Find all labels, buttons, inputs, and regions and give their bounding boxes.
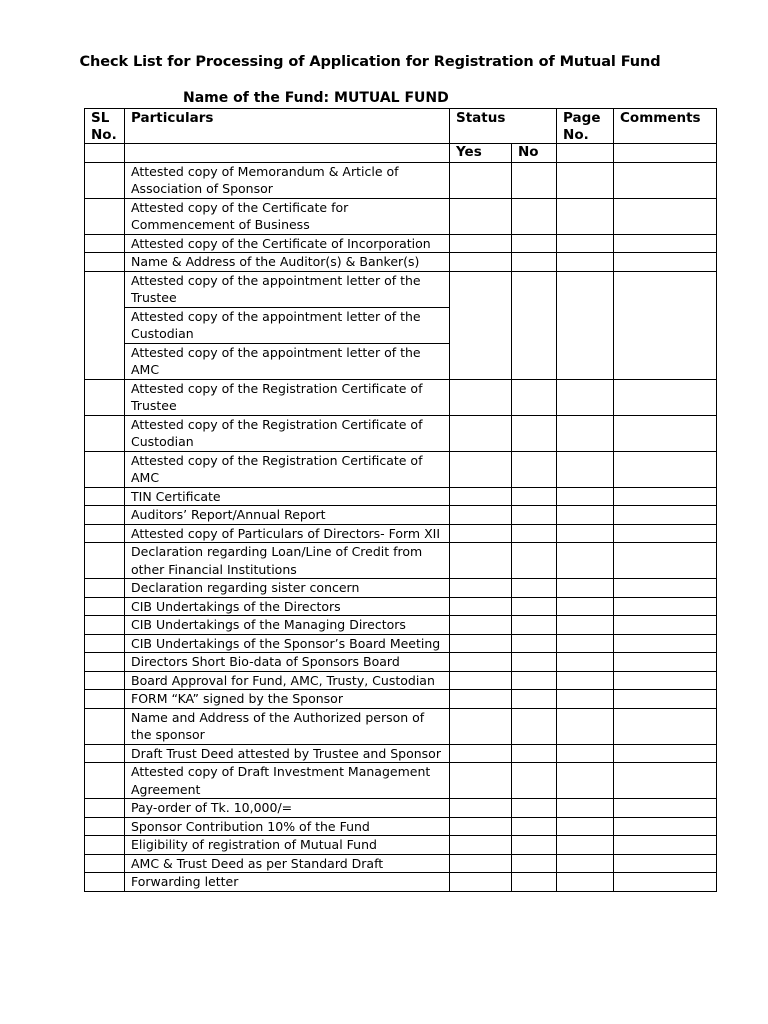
sl-no-cell <box>85 234 125 253</box>
comments-cell <box>614 708 717 744</box>
yes-cell <box>450 487 512 506</box>
no-cell <box>512 451 557 487</box>
comments-cell <box>614 597 717 616</box>
table-row <box>85 653 717 672</box>
particulars-cell: FORM “KA” signed by the Sponsor <box>125 690 450 709</box>
comments-cell <box>614 451 717 487</box>
particulars-cell: CIB Undertakings of the Managing Directors <box>125 616 450 635</box>
table-row <box>85 543 717 579</box>
yes-cell <box>450 836 512 855</box>
comments-cell <box>614 379 717 415</box>
no-cell <box>512 799 557 818</box>
no-cell <box>512 253 557 272</box>
particulars-cell: Board Approval for Fund, AMC, Trusty, Custodian <box>125 671 450 690</box>
subheader-blank <box>85 144 125 163</box>
comments-cell <box>614 671 717 690</box>
table-row <box>85 708 717 744</box>
no-cell <box>512 162 557 198</box>
table-row <box>85 597 717 616</box>
sl-no-cell <box>85 253 125 272</box>
page-no-cell <box>557 597 614 616</box>
particulars-cell: Attested copy of the appointment letter of the AMC <box>125 343 450 379</box>
page-no-cell <box>557 579 614 598</box>
comments-cell <box>614 234 717 253</box>
no-cell <box>512 597 557 616</box>
particulars-cell: Name and Address of the Authorized person of the sponsor <box>125 708 450 744</box>
particulars-cell: Attested copy of the Registration Certificate of AMC <box>125 451 450 487</box>
table-row <box>85 253 717 272</box>
sl-no-cell <box>85 708 125 744</box>
comments-cell <box>614 744 717 763</box>
comments-cell <box>614 616 717 635</box>
comments-cell <box>614 854 717 873</box>
page-no-cell <box>557 253 614 272</box>
comments-cell <box>614 634 717 653</box>
no-cell <box>512 690 557 709</box>
page-no-cell <box>557 671 614 690</box>
sl-no-cell <box>85 198 125 234</box>
table-row <box>85 690 717 709</box>
particulars-cell: Attested copy of the appointment letter of the Trustee <box>125 271 450 307</box>
comments-cell <box>614 653 717 672</box>
particulars-cell: Name & Address of the Auditor(s) & Banker(s) <box>125 253 450 272</box>
header-comments: Comments <box>614 109 717 144</box>
particulars-cell: Directors Short Bio-data of Sponsors Board <box>125 653 450 672</box>
particulars-cell: Attested copy of the Certificate of Incorporation <box>125 234 450 253</box>
table-row <box>85 854 717 873</box>
comments-cell <box>614 817 717 836</box>
page-no-cell <box>557 234 614 253</box>
particulars-cell: Attested copy of the appointment letter of the Custodian <box>125 307 450 343</box>
comments-cell <box>614 799 717 818</box>
header-sl-no: SL No. <box>85 109 125 144</box>
particulars-cell: TIN Certificate <box>125 487 450 506</box>
page-no-cell <box>557 763 614 799</box>
yes-cell <box>450 253 512 272</box>
checklist-table <box>84 108 717 892</box>
table-row <box>85 817 717 836</box>
yes-cell <box>450 653 512 672</box>
no-cell <box>512 487 557 506</box>
sl-no-cell <box>85 836 125 855</box>
particulars-cell: Attested copy of the Registration Certificate of Custodian <box>125 415 450 451</box>
page-no-cell <box>557 506 614 525</box>
no-cell <box>512 379 557 415</box>
particulars-cell: CIB Undertakings of the Sponsor’s Board Meeting <box>125 634 450 653</box>
particulars-cell: Attested copy of Memorandum & Article of Association of Sponsor <box>125 162 450 198</box>
yes-cell <box>450 162 512 198</box>
header-particulars: Particulars <box>125 109 450 144</box>
particulars-cell: Attested copy of the Certificate for Commencement of Business <box>125 198 450 234</box>
yes-cell <box>450 415 512 451</box>
particulars-cell: Draft Trust Deed attested by Trustee and Sponsor <box>125 744 450 763</box>
page-no-cell <box>557 271 614 379</box>
page-no-cell <box>557 198 614 234</box>
page-no-cell <box>557 487 614 506</box>
header-yes: Yes <box>450 144 512 163</box>
page-no-cell <box>557 708 614 744</box>
yes-cell <box>450 597 512 616</box>
table-row <box>85 873 717 892</box>
particulars-cell: Pay-order of Tk. 10,000/= <box>125 799 450 818</box>
sl-no-cell <box>85 653 125 672</box>
yes-cell <box>450 744 512 763</box>
table-row <box>85 198 717 234</box>
sl-no-cell <box>85 744 125 763</box>
page-no-cell <box>557 690 614 709</box>
particulars-cell: Attested copy of the Registration Certificate of Trustee <box>125 379 450 415</box>
yes-cell <box>450 506 512 525</box>
page-no-cell <box>557 379 614 415</box>
table-row <box>85 162 717 198</box>
page-no-cell <box>557 524 614 543</box>
comments-cell <box>614 836 717 855</box>
sl-no-cell <box>85 763 125 799</box>
no-cell <box>512 744 557 763</box>
sl-no-cell <box>85 579 125 598</box>
sl-no-cell <box>85 271 125 379</box>
sl-no-cell <box>85 506 125 525</box>
sl-no-cell <box>85 415 125 451</box>
sl-no-cell <box>85 524 125 543</box>
sl-no-cell <box>85 487 125 506</box>
page-no-cell <box>557 543 614 579</box>
page-no-cell <box>557 162 614 198</box>
table-row <box>85 836 717 855</box>
table-row <box>85 634 717 653</box>
comments-cell <box>614 506 717 525</box>
document-title: Check List for Processing of Application for Registration of Mutual Fund <box>79 54 661 70</box>
subheader-blank <box>614 144 717 163</box>
sl-no-cell <box>85 597 125 616</box>
no-cell <box>512 653 557 672</box>
particulars-cell: Forwarding letter <box>125 873 450 892</box>
particulars-cell: Auditors’ Report/Annual Report <box>125 506 450 525</box>
table-row <box>85 487 717 506</box>
comments-cell <box>614 873 717 892</box>
table-row <box>85 579 717 598</box>
yes-cell <box>450 579 512 598</box>
page-no-cell <box>557 415 614 451</box>
sl-no-cell <box>85 634 125 653</box>
comments-cell <box>614 198 717 234</box>
sl-no-cell <box>85 799 125 818</box>
comments-cell <box>614 524 717 543</box>
yes-cell <box>450 708 512 744</box>
no-cell <box>512 543 557 579</box>
no-cell <box>512 836 557 855</box>
no-cell <box>512 198 557 234</box>
page-no-cell <box>557 854 614 873</box>
sl-no-cell <box>85 854 125 873</box>
no-cell <box>512 763 557 799</box>
comments-cell <box>614 253 717 272</box>
page-no-cell <box>557 817 614 836</box>
table-row <box>85 234 717 253</box>
sl-no-cell <box>85 690 125 709</box>
yes-cell <box>450 379 512 415</box>
sl-no-cell <box>85 543 125 579</box>
comments-cell <box>614 487 717 506</box>
comments-cell <box>614 543 717 579</box>
particulars-cell: Attested copy of Draft Investment Management Agreement <box>125 763 450 799</box>
no-cell <box>512 616 557 635</box>
page-no-cell <box>557 836 614 855</box>
page-no-cell <box>557 744 614 763</box>
comments-cell <box>614 415 717 451</box>
table-row <box>85 744 717 763</box>
sl-no-cell <box>85 162 125 198</box>
table-row <box>85 763 717 799</box>
sl-no-cell <box>85 451 125 487</box>
comments-cell <box>614 579 717 598</box>
sl-no-cell <box>85 671 125 690</box>
header-status: Status <box>450 109 557 144</box>
page-no-cell <box>557 653 614 672</box>
yes-cell <box>450 817 512 836</box>
yes-cell <box>450 873 512 892</box>
table-row <box>85 799 717 818</box>
comments-cell <box>614 162 717 198</box>
comments-cell <box>614 690 717 709</box>
yes-cell <box>450 543 512 579</box>
sl-no-cell <box>85 616 125 635</box>
particulars-cell: Sponsor Contribution 10% of the Fund <box>125 817 450 836</box>
yes-cell <box>450 634 512 653</box>
yes-cell <box>450 198 512 234</box>
page-no-cell <box>557 616 614 635</box>
header-no: No <box>512 144 557 163</box>
fund-name-label: Name of the Fund: MUTUAL FUND <box>183 90 449 106</box>
yes-cell <box>450 854 512 873</box>
yes-cell <box>450 234 512 253</box>
yes-cell <box>450 616 512 635</box>
yes-cell <box>450 451 512 487</box>
no-cell <box>512 854 557 873</box>
no-cell <box>512 579 557 598</box>
no-cell <box>512 708 557 744</box>
no-cell <box>512 234 557 253</box>
table-row <box>85 415 717 451</box>
particulars-cell: Declaration regarding Loan/Line of Credit from other Financial Institutions <box>125 543 450 579</box>
page-no-cell <box>557 634 614 653</box>
comments-cell <box>614 271 717 379</box>
particulars-cell: Eligibility of registration of Mutual Fund <box>125 836 450 855</box>
yes-cell <box>450 763 512 799</box>
particulars-cell: Declaration regarding sister concern <box>125 579 450 598</box>
table-row <box>85 379 717 415</box>
yes-cell <box>450 799 512 818</box>
no-cell <box>512 524 557 543</box>
table-row <box>85 506 717 525</box>
sl-no-cell <box>85 873 125 892</box>
checklist-body <box>85 162 717 891</box>
comments-cell <box>614 763 717 799</box>
table-row <box>85 524 717 543</box>
no-cell <box>512 415 557 451</box>
no-cell <box>512 671 557 690</box>
yes-cell <box>450 671 512 690</box>
sl-no-cell <box>85 379 125 415</box>
page-no-cell <box>557 451 614 487</box>
table-row <box>85 616 717 635</box>
page-no-cell <box>557 799 614 818</box>
page-no-cell <box>557 873 614 892</box>
yes-cell <box>450 524 512 543</box>
no-cell <box>512 817 557 836</box>
table-row <box>85 671 717 690</box>
yes-cell <box>450 271 512 379</box>
subheader-blank <box>557 144 614 163</box>
no-cell <box>512 271 557 379</box>
no-cell <box>512 506 557 525</box>
no-cell <box>512 634 557 653</box>
particulars-cell: Attested copy of Particulars of Directors- Form XII <box>125 524 450 543</box>
particulars-cell: CIB Undertakings of the Directors <box>125 597 450 616</box>
sl-no-cell <box>85 817 125 836</box>
header-page-no: Page No. <box>557 109 614 144</box>
table-row <box>85 451 717 487</box>
particulars-cell: AMC & Trust Deed as per Standard Draft <box>125 854 450 873</box>
subheader-blank <box>125 144 450 163</box>
no-cell <box>512 873 557 892</box>
yes-cell <box>450 690 512 709</box>
table-row <box>85 271 717 307</box>
